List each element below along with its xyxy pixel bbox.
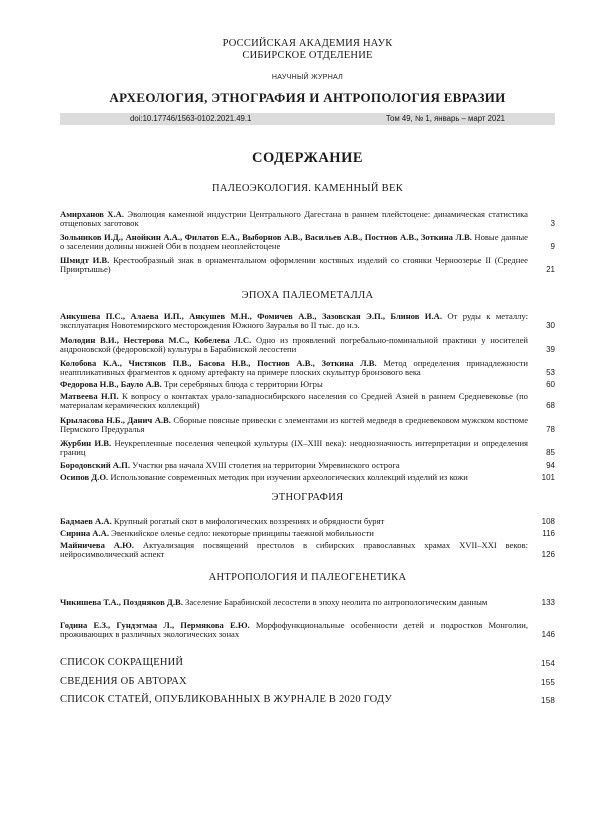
entry-authors: Амирханов Х.А.: [60, 209, 125, 219]
entry-title: Сборные поясные привески с элементами из когтей медведя в средневековом мужском костюме Пермского Предуралья: [60, 415, 529, 435]
entry-authors: Сирина А.А.: [60, 528, 109, 538]
toc-entry[interactable]: [60, 256, 555, 275]
entry-page: 9: [550, 242, 555, 252]
entry-page: 108: [541, 517, 555, 526]
entry-page: 126: [541, 550, 555, 560]
section-heading: ЭПОХА ПАЛЕОМЕТАЛЛА: [241, 290, 374, 301]
entry-page: 60: [546, 380, 555, 389]
entry-page: 133: [541, 598, 555, 607]
toc-entry[interactable]: [60, 336, 555, 355]
section-heading: ПАЛЕОЭКОЛОГИЯ. КАМЕННЫЙ ВЕК: [211, 183, 403, 194]
entry-authors: Шмидт И.В.: [60, 255, 110, 265]
entry-title: Использование современных методик при изучении археологических коллекций изделий из кожи: [110, 472, 468, 482]
toc-entry[interactable]: [60, 233, 555, 252]
org-line-2: СИБИРСКОЕ ОТДЕЛЕНИЕ: [242, 50, 373, 61]
entry-page: 68: [546, 401, 555, 411]
entry-title: Крупный рогатый скот в мифологических воззрениях и обрядности бурят: [113, 516, 385, 526]
entry-page: 53: [546, 368, 555, 378]
entry-title: Метод определения принадлежности неаппликативных фрагментов к одному артефакту на примере плоских скульптур бронзового века: [60, 358, 529, 378]
back-matter-entry[interactable]: [60, 676, 555, 688]
entry-page: 94: [546, 461, 555, 470]
entry-title: Морфофункциональные особенности детей и подростков Монголии, проживающих в различных экологических зонах: [60, 620, 528, 640]
entry-authors: Матвеева Н.П.: [60, 391, 119, 401]
toc-entry[interactable]: [60, 210, 555, 229]
entry-title: Актуализация посвящений престолов в сибирских православных храмах XVII–XXI веков: нейросимволический аспект: [60, 540, 528, 560]
entry-authors: Крыласова Н.Б., Данич А.В.: [60, 415, 171, 425]
org-line-1: РОССИЙСКАЯ АКАДЕМИЯ НАУК: [222, 38, 393, 49]
entry-page: 21: [546, 265, 555, 275]
entry-authors: Зольников И.Д., Анойкин А.А., Филатов Е.А., Выборнов А.В., Васильев А.В., Постнов А.В., Зоткина Л.В.: [60, 232, 472, 242]
back-matter-page: 154: [541, 659, 555, 668]
issue-info-bar: [60, 113, 555, 125]
toc-entry[interactable]: [60, 541, 555, 560]
entry-title: Неукрепленные поселения чепецкой культуры (IX–XIII века): неоднозначность интерпретации и определения границ: [60, 438, 529, 458]
toc-entry[interactable]: [60, 359, 555, 378]
entry-title: Эвенкийское оленье седло: некоторые принципы таежной мобильности: [111, 528, 374, 538]
toc-entry[interactable]: [60, 380, 555, 389]
entry-page: 85: [546, 448, 555, 458]
entry-authors: Година Е.З., Гундэгмаа Л., Пермякова Е.Ю.: [60, 620, 250, 630]
entry-title: К вопросу о контактах урало-западносибирского населения со Средней Азией в раннем Средневековье (по материалам керамических коллекций): [60, 391, 528, 411]
entry-title: Заселение Барабинской лесостепи в эпоху неолита по антропологическим данным: [185, 597, 488, 607]
entry-page: 3: [550, 219, 555, 229]
entry-authors: Федорова Н.В., Бауло А.В.: [60, 379, 162, 389]
toc-entry[interactable]: [60, 517, 555, 526]
section-heading: ЭТНОГРАФИЯ: [271, 492, 344, 503]
journal-title: АРХЕОЛОГИЯ, ЭТНОГРАФИЯ И АНТРОПОЛОГИЯ ЕВРАЗИИ: [109, 90, 506, 105]
entry-title: От руды к металлу: эксплуатация Новотемирского месторождения Южного Зауралья во II тыс. до н.э.: [60, 311, 528, 331]
back-matter-title: СВЕДЕНИЯ ОБ АВТОРАХ: [60, 676, 187, 687]
entry-page: 78: [546, 425, 555, 435]
toc-entry[interactable]: [60, 598, 555, 607]
entry-authors: Бородовский А.П.: [60, 460, 130, 470]
entry-page: 116: [542, 529, 555, 538]
section-heading: АНТРОПОЛОГИЯ И ПАЛЕОГЕНЕТИКА: [208, 572, 407, 583]
entry-title: Эволюция каменной индустрии Центрального Дагестана в раннем плейстоцене: динамическая статистика отщеповых заготовок: [60, 209, 528, 229]
toc-entry[interactable]: [60, 529, 555, 538]
toc-entry[interactable]: [60, 312, 555, 331]
toc-entry[interactable]: [60, 473, 555, 482]
entry-authors: Анкушева П.С., Алаева И.П., Анкушев М.Н., Фомичев А.В., Зазовская Э.П., Блинов И.А.: [60, 311, 442, 321]
entry-page: 39: [546, 345, 555, 355]
entry-title: Участки рва начала XVIII столетия на территории Умревинского острога: [132, 460, 400, 470]
back-matter-title: СПИСОК СОКРАЩЕНИЙ: [60, 657, 184, 668]
entry-authors: Молодин В.И., Нестерова М.С., Кобелева Л.С.: [60, 335, 252, 345]
toc-entry[interactable]: [60, 392, 555, 411]
back-matter-entry[interactable]: [60, 657, 555, 669]
toc-entry[interactable]: [60, 439, 555, 458]
doi: doi:10.17746/1563-0102.2021.49.1: [130, 114, 252, 123]
entry-authors: Колобова К.А., Чистяков П.В., Басова Н.В., Постнов А.В., Зоткина Л.В.: [60, 358, 377, 368]
entry-title: Три серебряных блюда с территории Югры: [163, 379, 323, 389]
entry-authors: Журбин И.В.: [60, 438, 112, 448]
back-matter-page: 158: [541, 696, 555, 705]
entry-authors: Чикишева Т.А., Поздняков Д.В.: [60, 597, 183, 607]
entry-page: 101: [541, 473, 555, 482]
back-matter-entry[interactable]: [60, 694, 555, 706]
contents-heading: СОДЕРЖАНИЕ: [251, 150, 364, 166]
entry-title: Одно из проявлений погребально-поминальной практики у носителей андроновской (федоровской) культуры в Барабинской лесостепи: [60, 335, 528, 355]
entry-page: 146: [541, 630, 555, 640]
toc-entry[interactable]: [60, 621, 555, 640]
back-matter-title: СПИСОК СТАТЕЙ, ОПУБЛИКОВАННЫХ В ЖУРНАЛЕ В 2020 ГОДУ: [60, 694, 392, 705]
entry-authors: Бадмаев А.А.: [60, 516, 112, 526]
entry-authors: Майничева А.Ю.: [60, 540, 134, 550]
entry-authors: Осипов Д.О.: [60, 472, 109, 482]
entry-title: Крестообразный знак в орнаментальном оформлении костяных изделий со стоянки Черноозерье II (Среднее Прииртышье): [60, 255, 528, 275]
entry-title: Новые данные о заселении долины нижней Оби в позднем неоплейстоцене: [60, 232, 528, 252]
back-matter-page: 155: [541, 678, 555, 687]
toc-entry[interactable]: [60, 461, 555, 470]
entry-page: 30: [546, 321, 555, 331]
journal-type: НАУЧНЫЙ ЖУРНАЛ: [271, 74, 344, 81]
toc-entry[interactable]: [60, 416, 555, 435]
volume-info: Том 49, № 1, январь – март 2021: [385, 114, 505, 123]
